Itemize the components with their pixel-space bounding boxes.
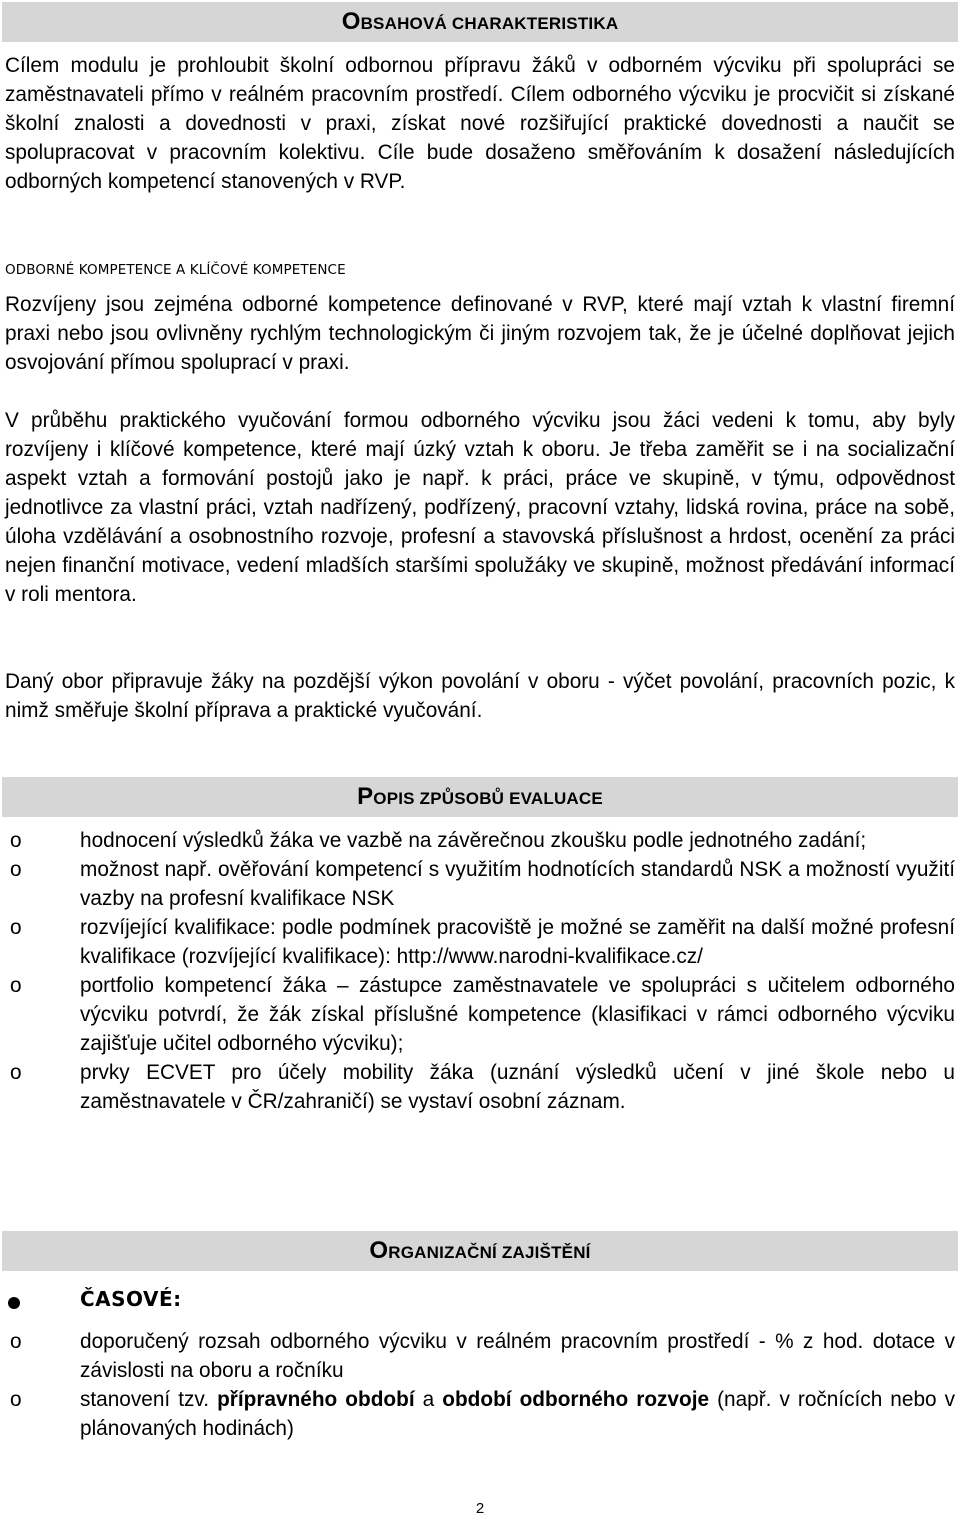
organization-list xyxy=(0,1327,960,1443)
evaluation-list xyxy=(0,826,960,1116)
list-item xyxy=(0,1058,960,1116)
section-heading-obsahova-charakteristika xyxy=(2,2,958,42)
key-competences-paragraph: V průběhu praktického vyučování formou odborného výcviku jsou žáci vedeni k tomu, aby byly rozvíjeny i klíčové kompetence, které mají úzký vztah k oboru. Je třeba zaměřit se i na socializační aspekt vztah a formování postojů jako je např. k práci, práce ve skupině, v týmu, odpovědnost jednotlivce za vlastní práci, vztah nadřízený, podřízený, pracovní vztahy, lidská rovina, práce na sobě, úloha vzdělávání a osobnostního rozvoje, profesní a stavovská příslušnost a hrdost, ocenění za práci nejen finanční motivace, vedení mladších staršími spolužáky ve skupině, možnost předávání informací v roli mentora. xyxy=(5,409,955,606)
circle-bullet-icon: o xyxy=(10,916,22,939)
heading-initial: O xyxy=(341,8,361,35)
circle-bullet-icon: o xyxy=(10,1061,22,1084)
heading-rest: OPIS ZPŮSOBŮ EVALUACE xyxy=(373,789,603,808)
list-item-text: rozvíjející kvalifikace: podle podmínek pracoviště je možné se zaměřit na další možné profesní kvalifikace (rozvíjející kvalifikace): http://www.narodni-kvalifikace.cz/ xyxy=(80,916,955,968)
list-item xyxy=(0,1385,960,1443)
list-item-text: prvky ECVET pro účely mobility žáka (uznání výsledků učení v jiné škole nebo u zaměstnavatele v ČR/zahraničí) se vystaví osobní záznam. xyxy=(80,1061,955,1113)
bold-term: období odborného rozvoje xyxy=(442,1388,710,1411)
intro-paragraph: Cílem modulu je prohloubit školní odbornou přípravu žáků v odborném výcviku při spolupráci se zaměstnavateli přímo v reálném pracovním prostředí. Cílem odborného výcviku je procvičit si získané školní znalosti a dovednosti v praxi, získat nové rozšiřující praktické dovednosti a naučit se spolupracovat v pracovním kolektivu. Cíle bude dosaženo směřováním k dosažení následujících odborných kompetencí stanovených v RVP. xyxy=(5,54,955,193)
list-item xyxy=(0,826,960,855)
filled-bullet-icon xyxy=(8,1297,20,1309)
heading-initial: O xyxy=(369,1237,389,1264)
circle-bullet-icon: o xyxy=(10,1330,22,1353)
list-item-text: a xyxy=(414,1388,443,1411)
section-heading-organizacni-zajisteni xyxy=(2,1231,958,1271)
list-item xyxy=(0,1327,960,1385)
circle-bullet-icon: o xyxy=(10,1388,22,1411)
list-item xyxy=(0,855,960,913)
list-item xyxy=(0,971,960,1058)
list-item-text: doporučený rozsah odborného výcviku v reálném pracovním prostředí - % z hod. dotace v závislosti na oboru a ročníku xyxy=(80,1330,955,1382)
circle-bullet-icon: o xyxy=(10,974,22,997)
list-item-text: (např. v ročnících nebo v plánovaných hodinách) xyxy=(80,1388,956,1440)
circle-bullet-icon: o xyxy=(10,829,22,852)
competences-subheading: ODBORNÉ KOMPETENCE A KLÍČOVÉ KOMPETENCE xyxy=(5,262,346,278)
competences-paragraph: Rozvíjeny jsou zejména odborné kompetence definované v RVP, které mají vztah k vlastní firemní praxi nebo jsou ovlivněny rychlým technologickým či jiným rozvojem tak, že je účelné doplňovat jejich osvojování přímou spoluprací v praxi. xyxy=(5,293,955,374)
heading-rest: RGANIZAČNÍ ZAJIŠTĚNÍ xyxy=(388,1243,591,1262)
page-number: 2 xyxy=(475,1500,485,1517)
section-heading-popis-evaluace xyxy=(2,777,958,817)
list-item-text: portfolio kompetencí žáka – zástupce zaměstnavatele ve spolupráci s učitelem odborného výcviku potvrdí, že žák získal příslušné kompetence (klasifikaci v rámci odborného výcviku zajišťuje učitel odborného výcviku); xyxy=(80,974,955,1055)
heading-rest: BSAHOVÁ CHARAKTERISTIKA xyxy=(360,14,619,33)
list-item-text: možnost např. ověřování kompetencí s využitím hodnotících standardů NSK a možností využití vazby na profesní kvalifikace NSK xyxy=(80,858,955,910)
circle-bullet-icon: o xyxy=(10,858,22,881)
heading-initial: P xyxy=(357,783,374,810)
list-item-text: hodnocení výsledků žáka ve vazbě na závěrečnou zkoušku podle jednotného zadání; xyxy=(80,829,867,852)
casove-heading xyxy=(0,1285,960,1321)
casove-label: ČASOVÉ: xyxy=(80,1287,182,1311)
list-item-text: stanovení tzv. xyxy=(80,1388,218,1411)
list-item xyxy=(0,913,960,971)
bold-term: přípravného období xyxy=(217,1388,415,1411)
occupation-paragraph: Daný obor připravuje žáky na pozdější výkon povolání v oboru - výčet povolání, pracovních pozic, k nimž směřuje školní příprava a praktické vyučování. xyxy=(5,670,955,722)
